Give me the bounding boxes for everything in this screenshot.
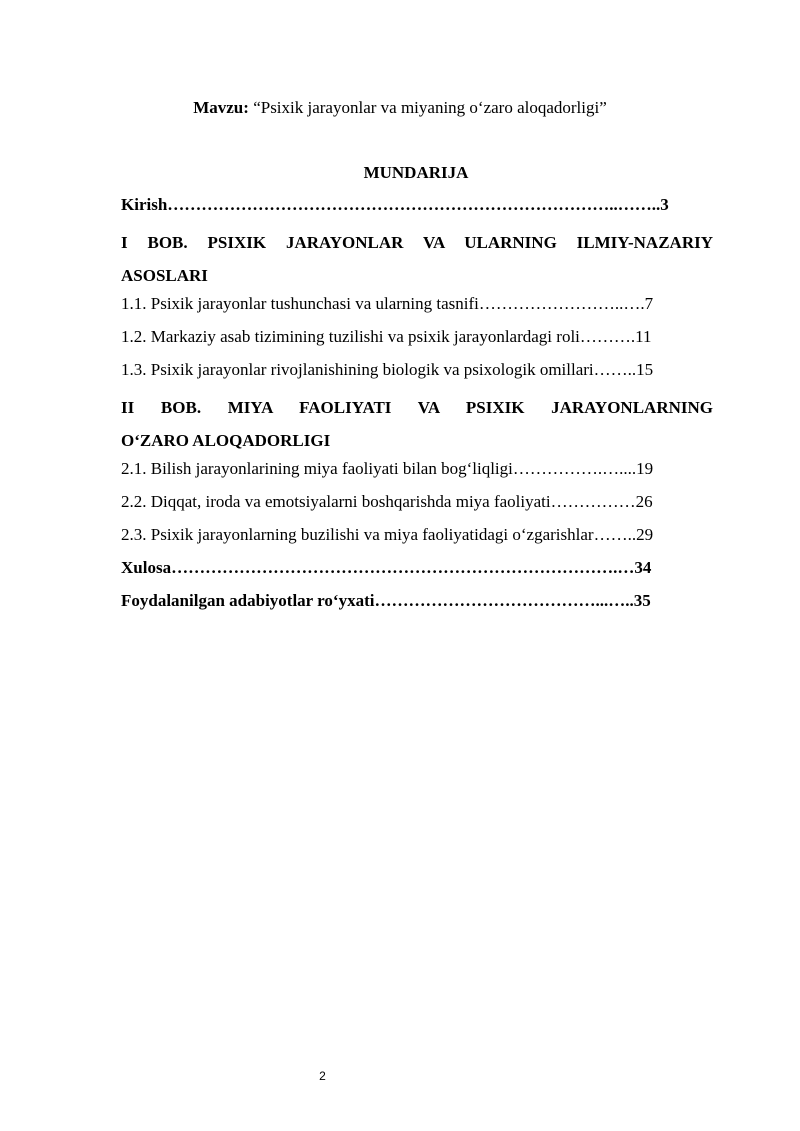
- document-topic: [0, 96, 800, 120]
- toc-chapter-2-line2: O‘ZARO ALOQADORLIGI: [121, 431, 331, 450]
- toc-chapter-2-line1: II BOB. MIYA FAOLIYATI VA PSIXIK JARAYONLARNING: [121, 398, 713, 417]
- toc-chapter-1-line1: I BOB. PSIXIK JARAYONLAR VA ULARNING ILMIY-NAZARIY: [121, 233, 713, 252]
- toc-entry-2-2: 2.2. Diqqat, iroda va emotsiyalarni boshqarishda miya faoliyati……………26: [121, 492, 653, 511]
- page-number: 2: [319, 1069, 326, 1083]
- toc-entry-2-1: 2.1. Bilish jarayonlarining miya faoliyati bilan bog‘liqligi…………….…....19: [121, 459, 654, 478]
- toc-entry-1-3: 1.3. Psixik jarayonlar rivojlanishining biologik va psixologik omillari……..15: [121, 360, 654, 379]
- topic-title: “Psixik jarayonlar va miyaning o‘zaro aloqadorligi”: [253, 98, 607, 117]
- topic-label: Mavzu:: [193, 98, 249, 117]
- toc-entry-1-1: 1.1. Psixik jarayonlar tushunchasi va ularning tasnifi……………………..….7: [121, 294, 654, 313]
- toc-entry-1-2: 1.2. Markaziy asab tizimining tuzilishi va psixik jarayonlardagi roli……….11: [121, 327, 652, 346]
- toc-heading: MUNDARIJA: [363, 163, 469, 182]
- toc-chapter-1: [121, 226, 713, 292]
- table-of-contents: [121, 193, 713, 622]
- toc-entry-references: Foydalanilgan adabiyotlar ro‘yxati…………………………………...…..35: [121, 591, 651, 610]
- toc-entry-intro: Kirish……………………………………………………………………..……..3: [121, 195, 669, 214]
- toc-chapter-2: [121, 391, 713, 457]
- toc-chapter-1-line2: ASOSLARI: [121, 266, 208, 285]
- toc-entry-2-3: 2.3. Psixik jarayonlarning buzilishi va miya faoliyatidagi o‘zgarishlar……..29: [121, 525, 654, 544]
- toc-entry-conclusion: Xulosa…………………………………………………………………….…34: [121, 558, 652, 577]
